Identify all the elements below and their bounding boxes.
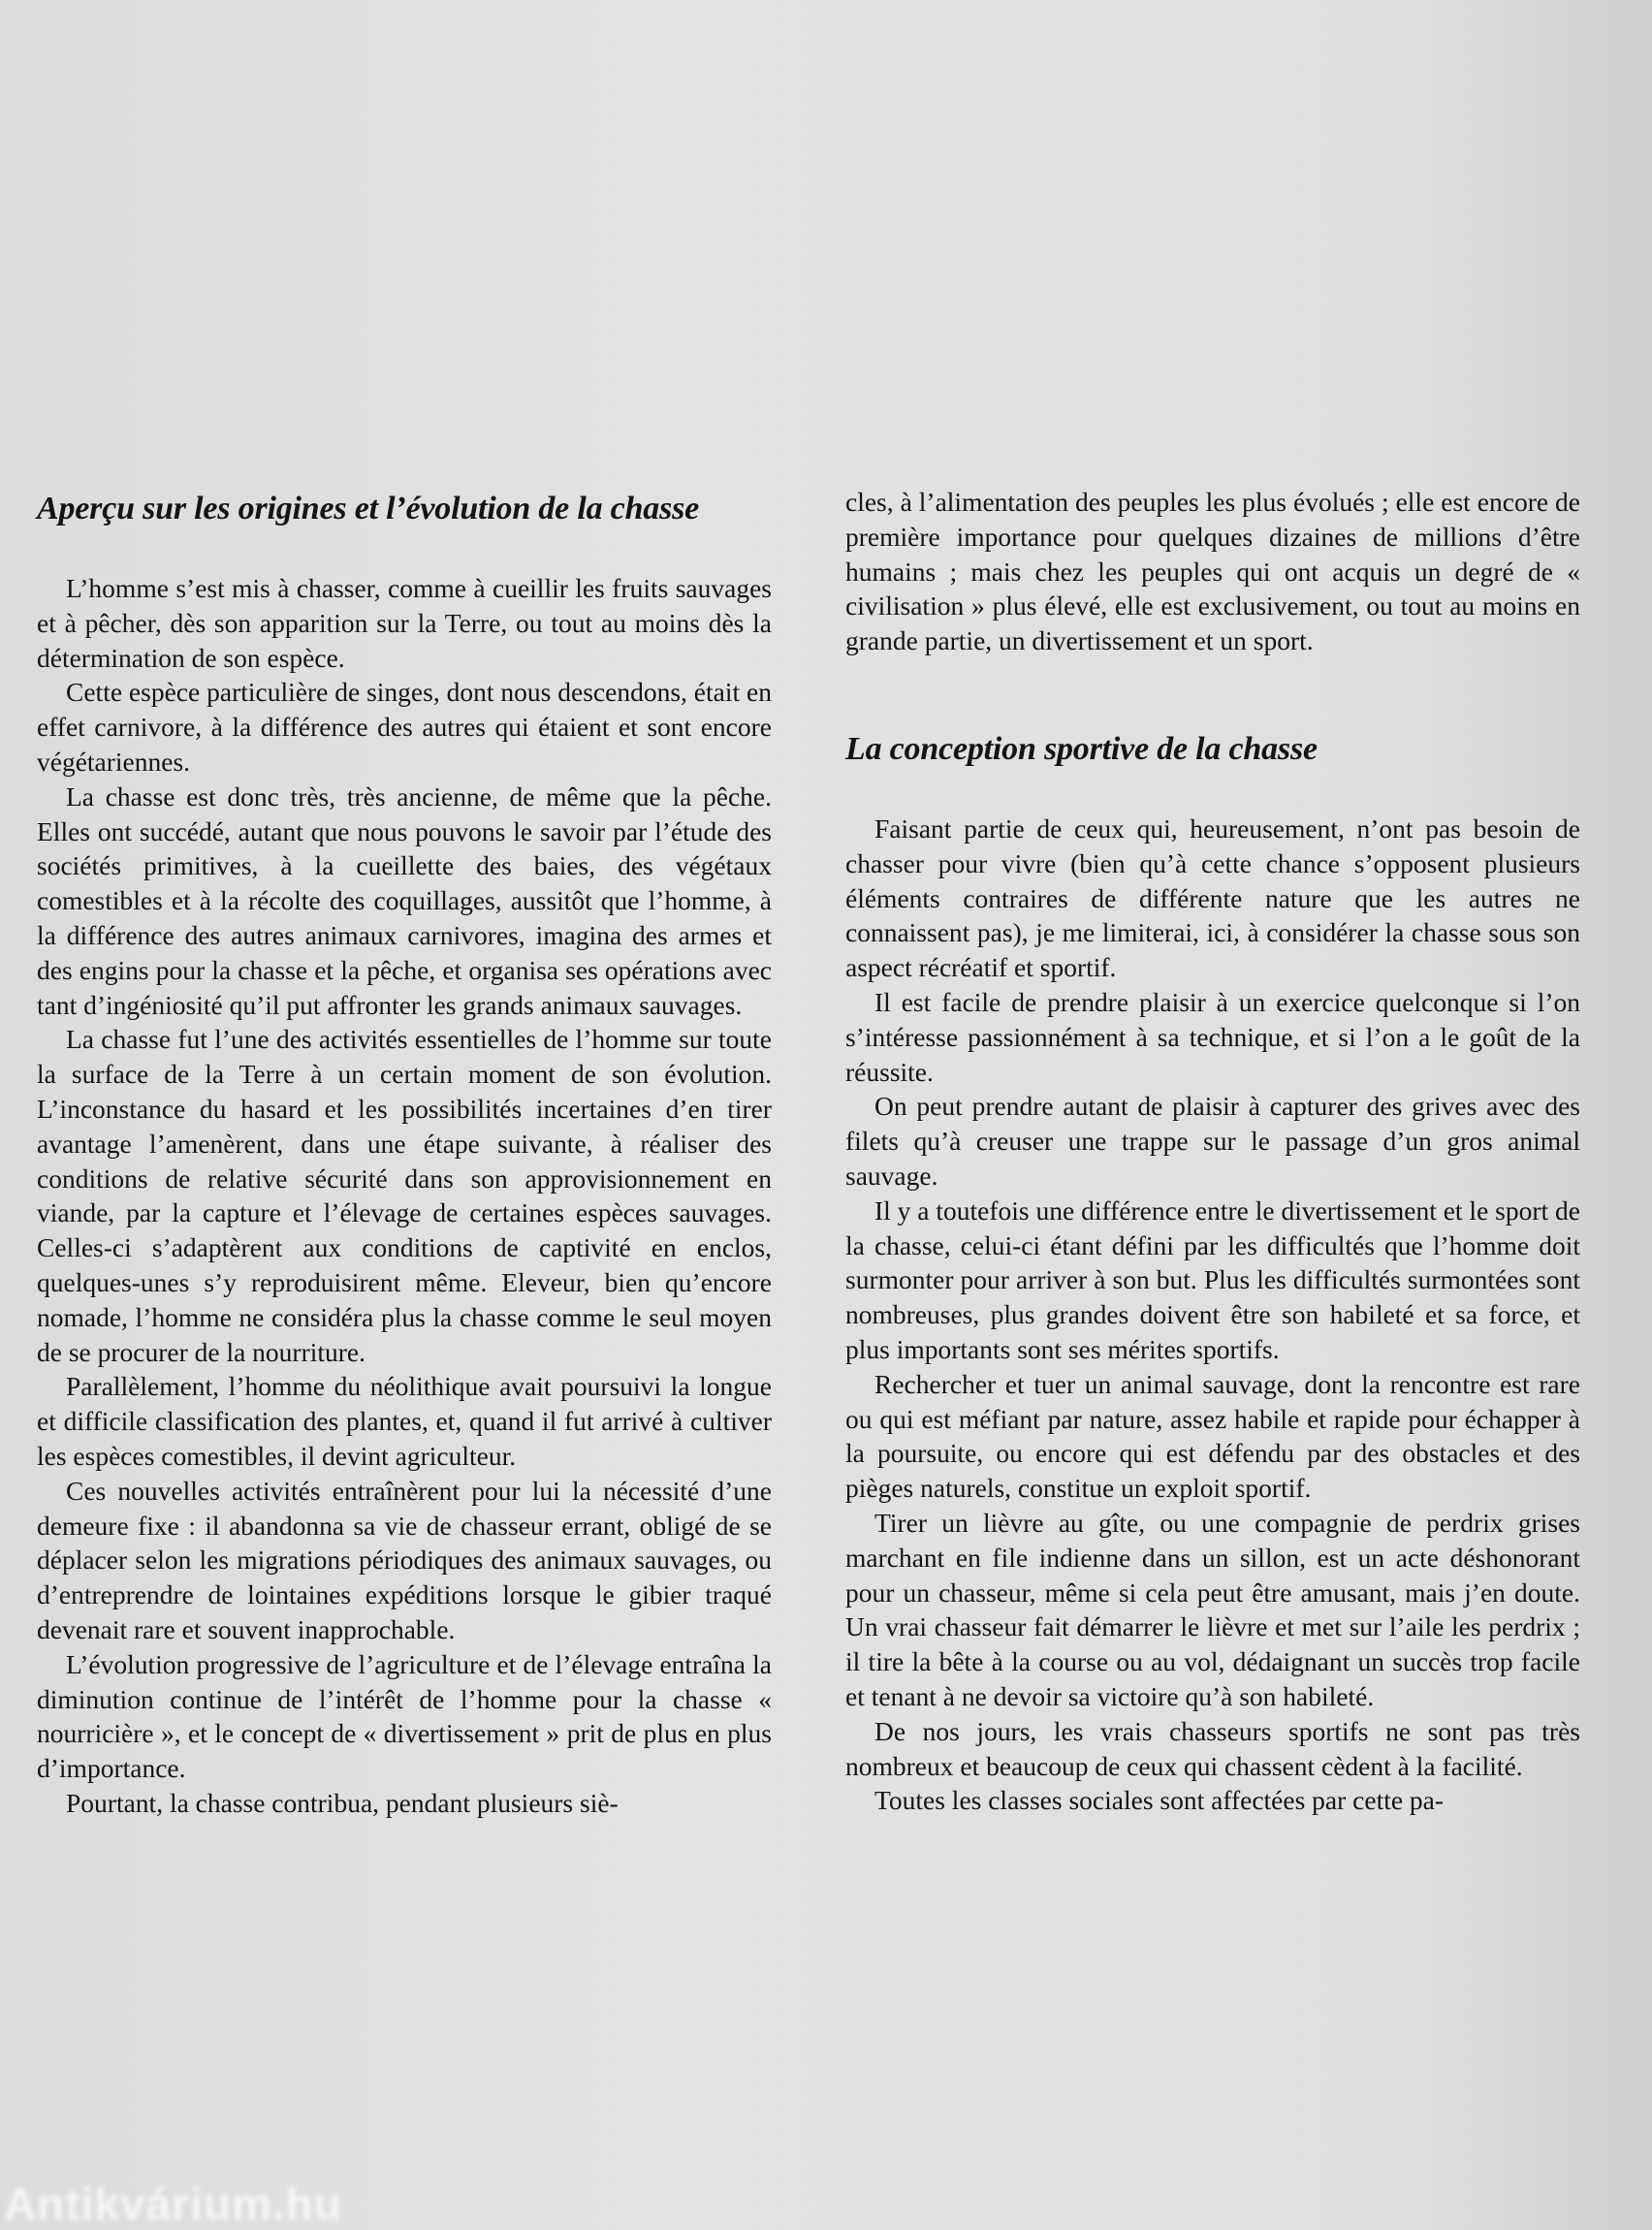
paragraph: On peut prendre autant de plaisir à capturer des grives avec des filets qu’à creuser une trappe sur le passage d’un gros animal sauvage. (845, 1091, 1580, 1191)
paragraph: Il y a toutefois une différence entre le divertissement et le sport de la chasse, celui-ci étant défini par les difficultés que l’homme doit surmonter pour arriver à son but. Plus les difficultés surmontées sont nombreuses, plus grandes doivent être son habileté et sa force, et plus importants sont ses mérites sportifs. (845, 1195, 1580, 1364)
section-title-origins: Aperçu sur les origines et l’évolution de la chasse (37, 491, 700, 526)
paragraph: Parallèlement, l’homme du néolithique avait poursuivi la longue et difficile classification des plantes, et, quand il fut arrivé à cultiver les espèces comestibles, il devint agriculteur. (37, 1371, 772, 1471)
paragraph: L’évolution progressive de l’agriculture et de l’élevage entraîna la diminution continue de l’intérêt de l’homme pour la chasse « nourricière », et le concept de « divertissement » prit de plus en plus d’importance. (37, 1648, 772, 1784)
paragraph: Faisant partie de ceux qui, heureusement, n’ont pas besoin de chasser pour vivre (bien qu’à cette chance s’opposent plusieurs éléments contraires de différente nature que les autres ne connaissent pas), je me limiterai, ici, à considérer la chasse sous son aspect récréatif et sportif. (845, 812, 1580, 983)
paragraph: Toutes les classes sociales sont affectées par cette pa- (874, 1785, 1445, 1816)
right-column (845, 485, 1580, 1818)
paragraph: Il est facile de prendre plaisir à un exercice quelconque si l’on s’intéresse passionnément à sa technique, et si l’on a le goût de la réussite. (845, 986, 1580, 1087)
watermark: Antikvárium.hu (4, 2179, 342, 2229)
paragraph: Tirer un lièvre au gîte, ou une compagnie de perdrix grises marchant en file indienne dans un sillon, est un acte déshonorant pour un chasseur, même si cela peut être amusant, mais j’en doute. Un vrai chasseur fait démarrer le lièvre et met sur l’aile les perdrix ; il tire la bête à la course ou au vol, dédaignant un succès trop facile et tenant à ne devoir sa victoire qu’à son habileté. (845, 1507, 1580, 1711)
paragraph: Cette espèce particulière de singes, dont nous descendons, était en effet carnivore, à la différence des autres qui étaient et sont encore végétariennes. (37, 677, 772, 777)
paragraph: La chasse fut l’une des activités essentielles de l’homme sur toute la surface de la Terre à un certain moment de son évolution. L’inconstance du hasard et les possibilités incertaines d’en tirer avantage l’amenèrent, dans une étape suivante, à réaliser des conditions de relative sécurité dans son approvisionnement en viande, par la capture et l’élevage de certaines espèces sauvages. Celles-ci s’adaptèrent aux conditions de captivité en enclos, quelques-unes s’y reproduisirent même. Eleveur, bien qu’encore nomade, l’homme ne considéra plus la chasse comme le seul moyen de se procurer de la nourriture. (37, 1024, 772, 1367)
paragraph: De nos jours, les vrais chasseurs sportifs ne sont pas très nombreux et beaucoup de ceux qui chassent cèdent à la facilité. (845, 1715, 1580, 1781)
paragraph-continuation: cles, à l’alimentation des peuples les plus évolués ; elle est encore de première importance pour quelques dizaines de millions d’être humains ; mais chez les peuples qui ont acquis un degré de « civilisation » plus élevé, elle est exclusivement, ou tout au moins en grande partie, un divertissement et un sport. (845, 487, 1580, 656)
paragraph: Rechercher et tuer un animal sauvage, dont la rencontre est rare ou qui est méfiant par nature, assez habile et rapide pour échapper à la poursuite, ou encore qui est défendu par des obstacles et des pièges naturels, constitue un exploit sportif. (845, 1368, 1580, 1504)
paragraph: Ces nouvelles activités entraînèrent pour lui la nécessité d’une demeure fixe : il abandonna sa vie de chasseur errant, obligé de se déplacer selon les migrations périodiques des animaux sauvages, ou d’entreprendre de lointaines expéditions lorsque le gibier traqué devenait rare et souvent inapprochable. (37, 1475, 772, 1644)
paragraph: L’homme s’est mis à chasser, comme à cueillir les fruits sauvages et à pêcher, dès son apparition sur la Terre, ou tout au moins dès la détermination de son espèce. (37, 573, 772, 673)
section-title-sportive: La conception sportive de la chasse (845, 730, 1318, 767)
paragraph: La chasse est donc très, très ancienne, de même que la pêche. Elles ont succédé, autant que nous pouvons le savoir par l’étude des sociétés primitives, à la cueillette des baies, des végétaux comestibles et à la récolte des coquillages, aussitôt que l’homme, à la différence des autres animaux carnivores, imagina des armes et des engins pour la chasse et la pêche, et organisa ses opérations avec tant d’ingéniosité qu’il put affronter les grands animaux sauvages. (37, 780, 772, 1020)
paragraph: Pourtant, la chasse contribua, pendant plusieurs siè- (66, 1787, 619, 1818)
left-column (37, 490, 772, 1821)
